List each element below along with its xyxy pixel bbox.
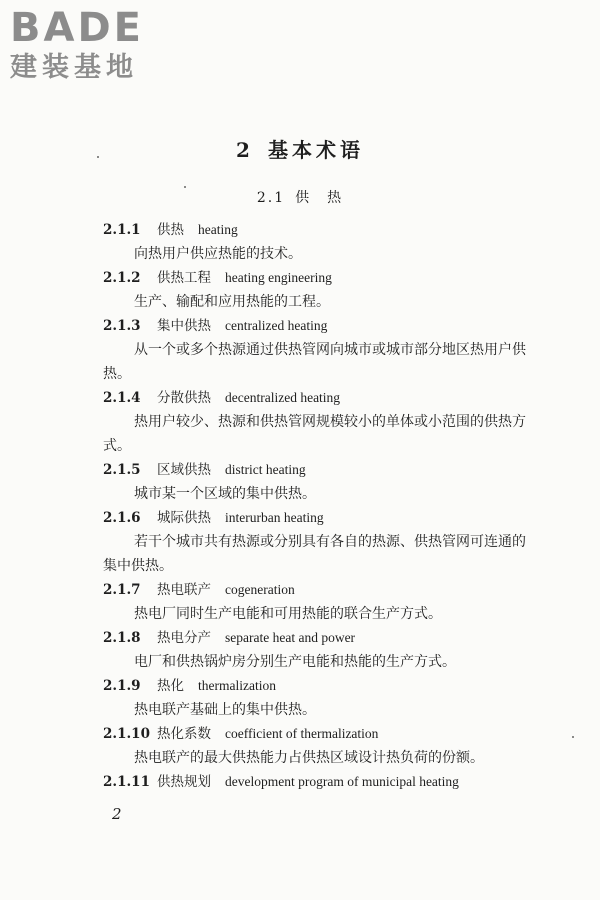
term-entry — [103, 626, 533, 674]
term-number: 2.1.7 — [103, 582, 141, 598]
term-chinese: 分散供热 — [157, 390, 211, 406]
term-chinese: 区域供热 — [157, 462, 211, 478]
term-entry — [103, 218, 533, 266]
term-entry — [103, 386, 533, 458]
term-heading — [103, 674, 533, 698]
term-chinese: 供热 — [157, 222, 184, 238]
term-entry — [103, 506, 533, 578]
section-name: 供 热 — [295, 190, 344, 206]
term-chinese: 城际供热 — [157, 510, 211, 526]
term-number: 2.1.9 — [103, 678, 141, 694]
term-english: cogeneration — [225, 582, 295, 597]
term-english: centralized heating — [225, 318, 328, 333]
term-heading — [103, 626, 533, 650]
logo-text: BADE — [10, 5, 144, 51]
term-heading — [103, 266, 533, 290]
term-definition: 热电厂同时生产电能和可用热能的联合生产方式。 — [134, 606, 442, 622]
term-heading — [103, 314, 533, 338]
term-english: district heating — [225, 462, 306, 477]
term-definition: 电厂和供热锅炉房分别生产电能和热能的生产方式。 — [134, 654, 456, 670]
chapter-number: 2 — [236, 138, 254, 162]
term-list — [103, 218, 533, 794]
term-definition: 热用户较少、热源和供热管网规模较小的单体或小范围的供热方式。 — [103, 414, 526, 454]
term-number: 2.1.3 — [103, 318, 141, 334]
term-entry — [103, 266, 533, 314]
chapter-title — [0, 134, 600, 163]
term-definition: 热电联产的最大供热能力占供热区域设计热负荷的份额。 — [134, 750, 484, 766]
term-chinese: 热化 — [157, 678, 184, 694]
logo-chinese-text: 建装基地 — [10, 52, 138, 83]
term-english: heating engineering — [225, 270, 332, 285]
term-entry — [103, 770, 533, 794]
term-number: 2.1.10 — [103, 726, 150, 742]
term-english: interurban heating — [225, 510, 324, 525]
term-definition: 从一个或多个热源通过供热管网向城市或城市部分地区热用户供热。 — [103, 342, 526, 382]
section-title — [0, 187, 600, 207]
term-definition: 若干个城市共有热源或分别具有各自的热源、供热管网可连通的集中供热。 — [103, 534, 526, 574]
term-chinese: 供热规划 — [157, 774, 211, 790]
term-entry — [103, 722, 533, 770]
term-number: 2.1.8 — [103, 630, 141, 646]
term-english: thermalization — [198, 678, 276, 693]
term-entry — [103, 674, 533, 722]
term-number: 2.1.4 — [103, 390, 141, 406]
term-definition: 热电联产基础上的集中供热。 — [134, 702, 316, 718]
term-number: 2.1.6 — [103, 510, 141, 526]
term-entry — [103, 314, 533, 386]
term-english: separate heat and power — [225, 630, 356, 645]
term-definition: 生产、输配和应用热能的工程。 — [134, 294, 330, 310]
term-heading — [103, 218, 533, 242]
chapter-name: 基本术语 — [267, 138, 364, 162]
term-chinese: 热电分产 — [157, 630, 211, 646]
term-number: 2.1.2 — [103, 270, 141, 286]
term-chinese: 热化系数 — [157, 726, 211, 742]
term-heading — [103, 722, 533, 746]
page-number: 2 — [112, 805, 122, 823]
term-english: heating — [198, 222, 238, 237]
term-heading — [103, 578, 533, 602]
term-number: 2.1.5 — [103, 462, 141, 478]
term-english: development program of municipal heating — [225, 774, 459, 789]
term-chinese: 热电联产 — [157, 582, 211, 598]
term-definition: 城市某一个区域的集中供热。 — [134, 486, 316, 502]
speck — [572, 736, 574, 738]
term-definition: 向热用户供应热能的技术。 — [134, 246, 302, 262]
section-number: 2.1 — [256, 190, 286, 206]
term-number: 2.1.1 — [103, 222, 141, 238]
watermark-logo — [10, 6, 180, 84]
term-chinese: 供热工程 — [157, 270, 211, 286]
term-entry — [103, 578, 533, 626]
term-chinese: 集中供热 — [157, 318, 211, 334]
term-heading — [103, 506, 533, 530]
term-english: coefficient of thermalization — [225, 726, 379, 741]
term-heading — [103, 770, 533, 794]
term-entry — [103, 458, 533, 506]
term-english: decentralized heating — [225, 390, 341, 405]
term-number: 2.1.11 — [103, 774, 150, 790]
term-heading — [103, 458, 533, 482]
term-heading — [103, 386, 533, 410]
